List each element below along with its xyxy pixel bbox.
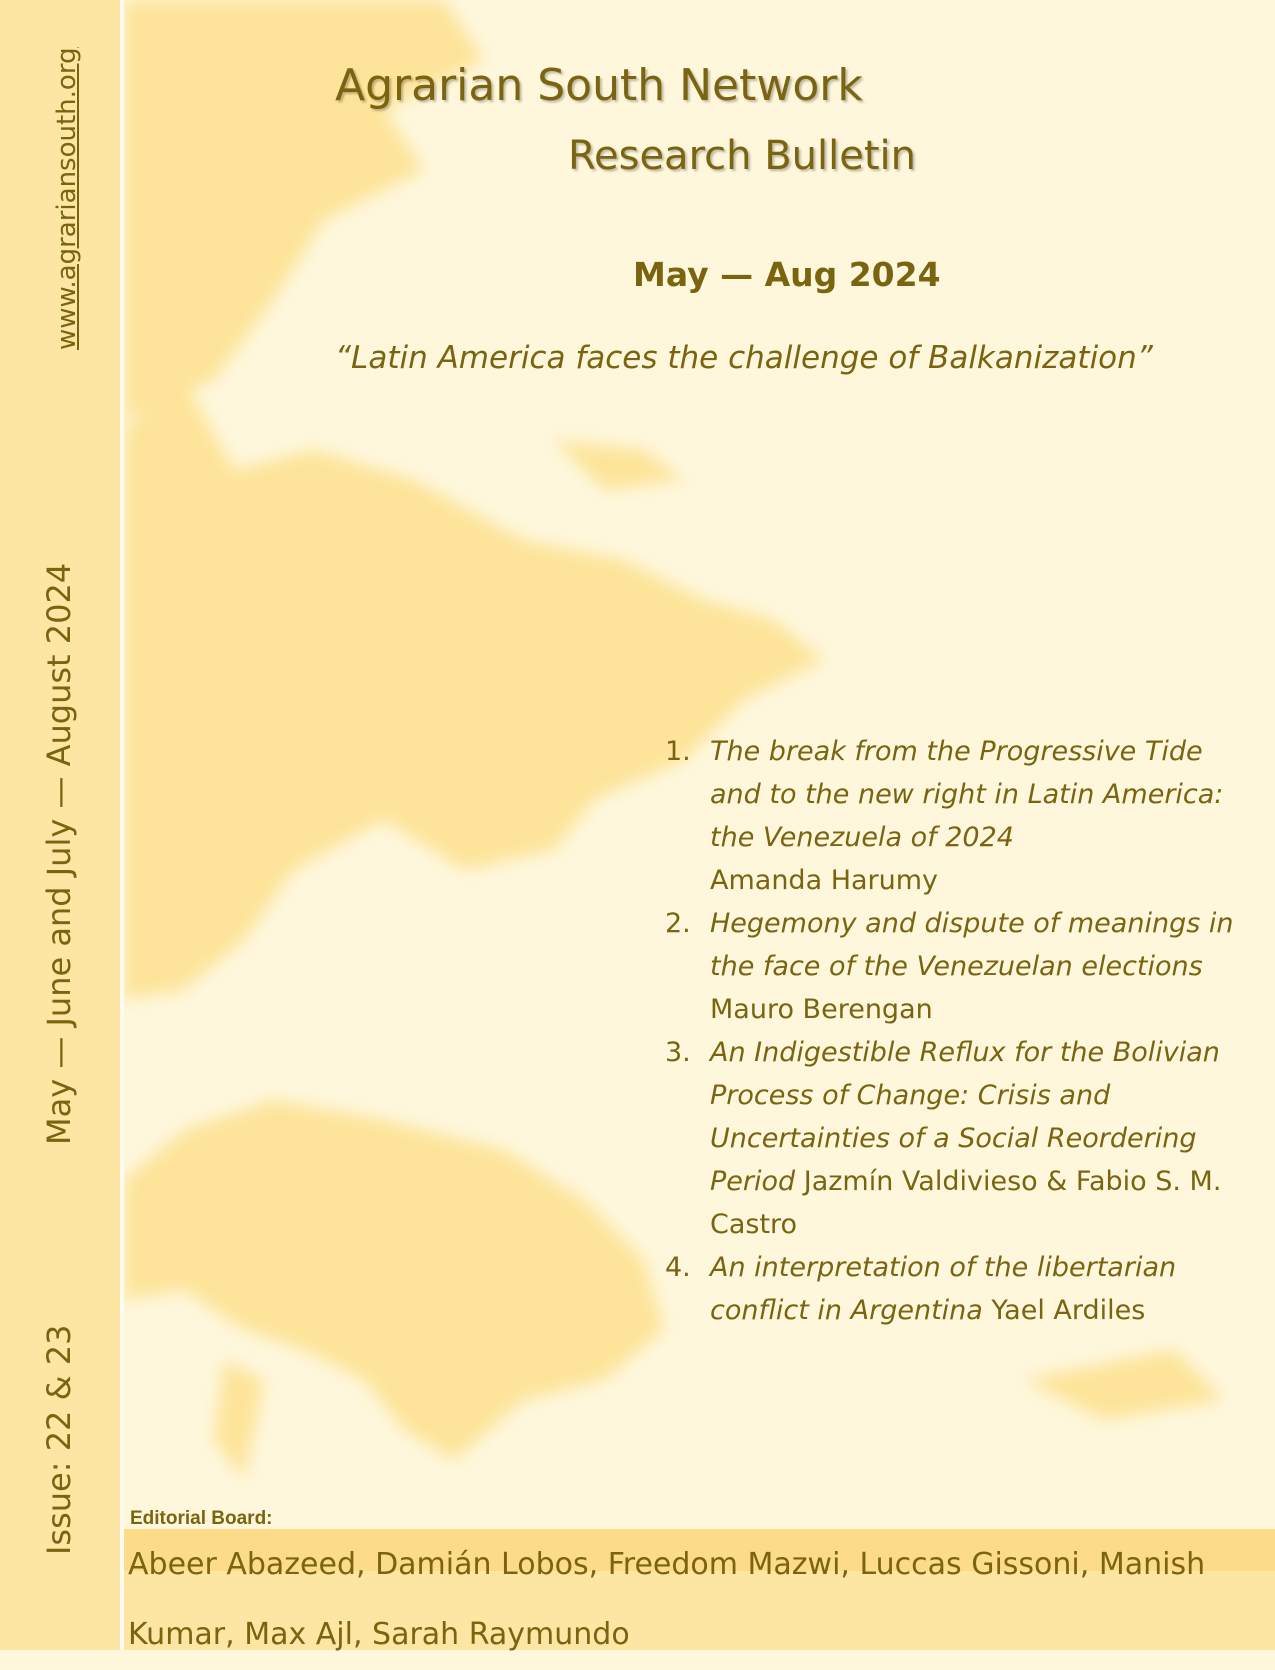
theme-quote: “Latin America faces the challenge of Balkanization” xyxy=(335,340,1153,376)
article-title: An interpretation of the libertarian conflict in Argentina xyxy=(710,1252,1177,1326)
publication-subtitle: Research Bulletin xyxy=(568,133,916,179)
article-number: 4. xyxy=(665,1252,691,1283)
website-link[interactable]: www.agrariansouth.org xyxy=(52,47,82,350)
article-item xyxy=(665,730,1250,902)
editorial-board-names: Abeer Abazeed, Damián Lobos, Freedom Mazwi, Luccas Gissoni, Manish Kumar, Max Ajl, Sarah Raymundo xyxy=(128,1547,1206,1652)
article-author: Yael Ardiles xyxy=(991,1295,1146,1326)
issue-dates: May — June and July — August 2024 xyxy=(40,562,78,1145)
article-title: The break from the Progressive Tide and to the new right in Latin America: the Venezuela of 2024 xyxy=(710,736,1224,853)
article-list xyxy=(665,730,1250,1332)
article-title: Hegemony and dispute of meanings in the face of the Venezuelan elections xyxy=(710,908,1234,982)
issue-number: Issue: 22 & 23 xyxy=(40,1324,78,1555)
article-number: 1. xyxy=(665,736,691,767)
article-author: Amanda Harumy xyxy=(710,865,939,896)
article-author: Jazmín Valdivieso & Fabio S. M. Castro xyxy=(710,1166,1222,1240)
article-item xyxy=(665,902,1250,1031)
publication-title: Agrarian South Network xyxy=(335,60,863,111)
article-number: 3. xyxy=(665,1037,691,1068)
article-item xyxy=(665,1246,1250,1332)
issue-period: May — Aug 2024 xyxy=(633,255,941,294)
article-author: Mauro Berengan xyxy=(710,994,933,1025)
editorial-board-label: Editorial Board: xyxy=(130,1508,273,1529)
article-number: 2. xyxy=(665,908,691,939)
article-title: An Indigestible Reflux for the Bolivian Process of Change: Crisis and Uncertainties of a Social Reordering Period xyxy=(710,1037,1220,1197)
article-item xyxy=(665,1031,1250,1246)
